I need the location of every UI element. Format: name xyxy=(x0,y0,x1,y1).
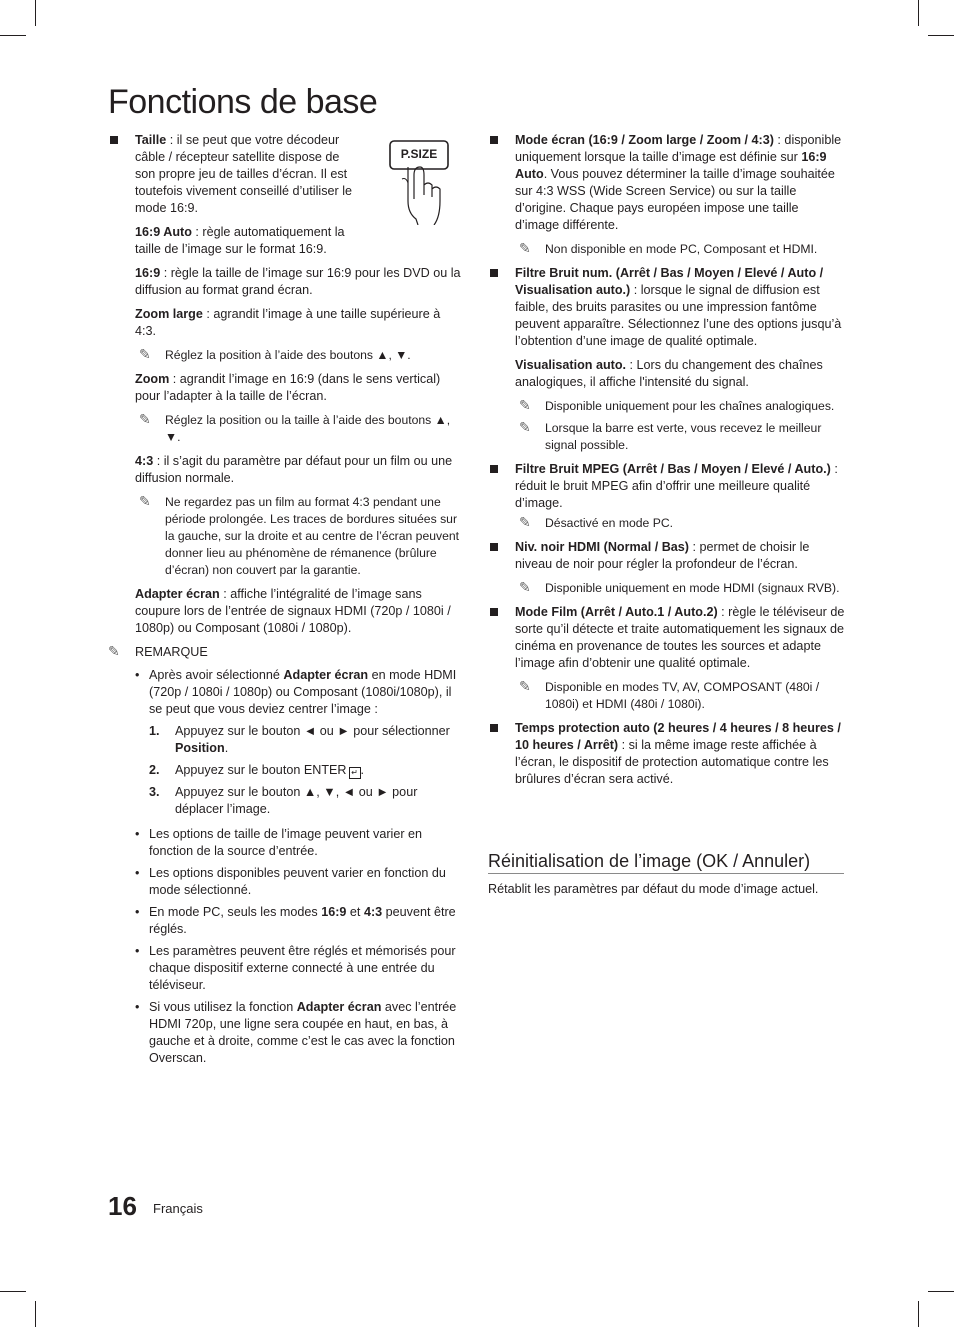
desc: : agrandit l’image en 16:9 (dans le sens vertical) pour l’adapter à la taille de l’écran. xyxy=(135,372,441,403)
page-title: Fonctions de base xyxy=(108,83,378,121)
bullet-square-icon xyxy=(490,269,498,277)
bullet-dot-icon: • xyxy=(135,827,140,841)
term: Temps protection auto (2 heures / 4 heures / 8 heures / 10 heures / Arrêt) xyxy=(515,721,841,752)
note-text: Réglez la position ou la taille à l’aide des boutons ▲, ▼. xyxy=(165,413,451,444)
term: Niv. noir HDMI (Normal / Bas) xyxy=(515,540,689,554)
note xyxy=(488,515,846,532)
desc: : permet de choisir le niveau de noir pour régler la profondeur de l’écran. xyxy=(515,540,810,571)
filtre-num-item xyxy=(488,265,846,350)
desc: : disponible uniquement lorsque la taille d’image est définie sur xyxy=(515,133,842,164)
term: 16:9 Auto xyxy=(135,225,192,239)
note-text: Disponible uniquement en mode HDMI (signaux RVB). xyxy=(545,581,840,595)
crop-mark xyxy=(35,1301,36,1327)
note xyxy=(488,398,846,415)
niv-noir-item xyxy=(488,539,846,573)
psize-label: P.SIZE xyxy=(400,147,438,161)
pencil-icon: ✎ xyxy=(519,678,531,694)
note-text: Ne regardez pas un film au format 4:3 pendant une période prolongée. Les traces de bordures situées sur la gauche, sur la droite et au centre de l’écran peuvent donner lieu au phénomène de rémanence (brûlure d’écran) non couvert par la garantie. xyxy=(165,495,460,577)
step-number: 2. xyxy=(149,763,160,777)
text: Les options de taille de l’image peuvent varier en fonction de la source d’entrée. xyxy=(149,827,423,858)
pencil-icon: ✎ xyxy=(139,346,151,362)
term: 4:3 xyxy=(135,454,154,468)
term: Adapter écran xyxy=(135,587,220,601)
desc: : affiche l’intégralité de l’image sans coupure lors de l’entrée de signaux HDMI (720p / 1080i / 1080p) ou Composant (1080i / 1080p). xyxy=(135,587,451,635)
pencil-icon: ✎ xyxy=(139,411,151,427)
desc: : si la même image reste affichée à l’écran, le dispositif de protection automatique contre les brûlures d’écran sera activé. xyxy=(515,738,829,786)
note xyxy=(488,241,846,258)
list-item xyxy=(108,667,464,718)
step-item xyxy=(108,784,464,818)
desc: : règle le téléviseur de sorte qu’il détecte et traite automatiquement les signaux de cinéma en provenance de toutes les sources et adapte l’image afin d’obtenir une qualité optimale. xyxy=(515,605,845,670)
term: Adapter écran xyxy=(296,1000,382,1014)
bullet-dot-icon: • xyxy=(135,944,140,958)
desc: : lorsque le signal de diffusion est faible, des bruits parasites ou une impression fantôme peuvent apparaître. Sélectionnez l’une des options jusqu’à l’obtention d’une image de qualité optimale. xyxy=(515,283,842,348)
bullet-square-icon xyxy=(490,465,498,473)
term: Filtre Bruit MPEG (Arrêt / Bas / Moyen / Elevé / Auto.) xyxy=(515,462,831,476)
term: Filtre Bruit num. (Arrêt / Bas / Moyen / Elevé / Auto / Visualisation auto.) xyxy=(515,266,824,297)
step-number: 1. xyxy=(149,724,160,738)
desc: : règle automatiquement la taille de l’image sur le format 16:9. xyxy=(135,225,345,256)
mode-film-item xyxy=(488,604,846,672)
pencil-icon: ✎ xyxy=(519,514,531,530)
section-heading: Réinitialisation de l’image (OK / Annuler) xyxy=(488,850,844,874)
text: en mode HDMI (720p / 1080i / 1080p) ou Composant (1080i/1080p), il se peut que vous deviez centrer l’image : xyxy=(149,668,457,716)
bullet-dot-icon: • xyxy=(135,866,140,880)
bullet-square-icon xyxy=(110,136,118,144)
note xyxy=(108,494,464,579)
filtre-mpeg-item xyxy=(488,461,846,512)
note xyxy=(108,412,464,446)
term: 16:9 Auto xyxy=(515,150,827,181)
desc: . Vous pouvez déterminer la taille d’image souhaitée sur 4:3 WSS (Wide Screen Service) ou sur la taille d’origine. Chaque pays européen impose une taille d’image différente. xyxy=(515,167,835,232)
text: Appuyez sur le bouton ◄ ou ► pour sélectionner xyxy=(175,724,450,738)
term: 16:9 xyxy=(321,905,347,919)
list-item xyxy=(108,943,464,994)
crop-mark xyxy=(918,1301,919,1327)
mode-ecran-item xyxy=(488,132,846,234)
page-language: Français xyxy=(153,1201,203,1216)
adapter-item xyxy=(108,586,464,637)
step-item xyxy=(108,762,464,779)
desc: : il s’agit du paramètre par défaut pour un film ou une diffusion normale. xyxy=(135,454,453,485)
enter-icon: ↵ xyxy=(349,767,361,779)
mode43-item xyxy=(108,453,464,487)
bullet-dot-icon: • xyxy=(135,1000,140,1014)
note-text: Réglez la position à l’aide des boutons ▲, ▼. xyxy=(165,348,411,362)
taille-item xyxy=(108,132,363,217)
text: Appuyez sur le bouton ▲, ▼, ◄ ou ► pour déplacer l’image. xyxy=(175,785,418,816)
term: 4:3 xyxy=(363,905,383,919)
text: Appuyez sur le bouton xyxy=(175,763,304,777)
term: Mode écran (16:9 / Zoom large / Zoom / 4:3) xyxy=(515,133,774,147)
right-column xyxy=(488,132,846,795)
desc: : réduit le bruit MPEG afin d’offrir une meilleure qualité d’image. xyxy=(515,462,838,510)
remarque-label: REMARQUE xyxy=(135,645,208,659)
text: peuvent être réglés. xyxy=(149,905,456,936)
list-item xyxy=(108,826,464,860)
zoomlarge-item xyxy=(108,306,464,340)
note xyxy=(488,679,846,713)
note-text: Lorsque la barre est verte, vous recevez le meilleur signal possible. xyxy=(545,421,822,452)
pencil-icon: ✎ xyxy=(519,397,531,413)
crop-mark xyxy=(0,35,26,36)
pencil-icon: ✎ xyxy=(139,493,151,509)
term: Adapter écran xyxy=(283,668,369,682)
visu-auto-item xyxy=(488,357,846,391)
zoom-item xyxy=(108,371,464,405)
auto169-item xyxy=(108,224,363,258)
term: Taille xyxy=(135,133,167,147)
bullet-dot-icon: • xyxy=(135,668,140,682)
section-text: Rétablit les paramètres par défaut du mode d’image actuel. xyxy=(488,882,819,896)
crop-mark xyxy=(928,1291,954,1292)
bullet-dot-icon: • xyxy=(135,905,140,919)
term: Position xyxy=(175,741,225,755)
desc: : agrandit l’image à une taille supérieure à 4:3. xyxy=(135,307,441,338)
desc: : règle la taille de l’image sur 16:9 pour les DVD ou la diffusion au format grand écran. xyxy=(135,266,461,297)
list-item xyxy=(108,999,464,1067)
page-number: 16 xyxy=(108,1191,137,1221)
text: Les options disponibles peuvent varier en fonction du mode sélectionné. xyxy=(149,866,446,897)
note xyxy=(488,420,846,454)
list-item xyxy=(108,904,464,938)
note xyxy=(488,580,846,597)
term: Visualisation auto. xyxy=(515,358,627,372)
bullet-square-icon xyxy=(490,608,498,616)
text: Si vous utilisez la fonction xyxy=(149,1000,297,1014)
pencil-icon: ✎ xyxy=(519,240,531,256)
term: Mode Film (Arrêt / Auto.1 / Auto.2) xyxy=(515,605,718,619)
bullet-square-icon xyxy=(490,543,498,551)
bullet-square-icon xyxy=(490,724,498,732)
text: . xyxy=(224,741,229,755)
mode169-item xyxy=(108,265,464,299)
text: Les paramètres peuvent être réglés et mémorisés pour chaque dispositif externe connecté à une entrée du téléviseur. xyxy=(149,944,456,992)
text: . xyxy=(360,763,365,777)
crop-mark xyxy=(0,1291,26,1292)
term: Zoom large xyxy=(135,307,203,321)
note-text: Non disponible en mode PC, Composant et HDMI. xyxy=(545,242,818,256)
pencil-icon: ✎ xyxy=(519,419,531,435)
temps-protection-item xyxy=(488,720,846,788)
desc: : il se peut que votre décodeur câble / récepteur satellite dispose de son propre jeu de tailles d’écran. Il est toutefois vivement conseillé d’utiliser le mode 16:9. xyxy=(135,133,352,215)
crop-mark xyxy=(35,0,36,26)
left-column xyxy=(108,132,464,1072)
pencil-icon: ✎ xyxy=(519,579,531,595)
text: avec l’entrée HDMI 720p, une ligne sera coupée en haut, en bas, à gauche et à droite, comme c’est le cas avec la fonction Overscan. xyxy=(149,1000,457,1065)
desc: : Lors du changement des chaînes analogiques, il affiche l'intensité du signal. xyxy=(515,358,823,389)
crop-mark xyxy=(928,35,954,36)
step-item xyxy=(108,723,464,757)
text: Après avoir sélectionné xyxy=(149,668,284,682)
enter-key: ENTER xyxy=(303,763,347,777)
note-text: Désactivé en mode PC. xyxy=(545,516,674,530)
note xyxy=(108,347,464,364)
note-text: Disponible uniquement pour les chaînes analogiques. xyxy=(545,399,835,413)
pencil-icon: ✎ xyxy=(108,643,120,659)
term: Zoom xyxy=(135,372,170,386)
list-item xyxy=(108,865,464,899)
note-text: Disponible en modes TV, AV, COMPOSANT (480i / 1080i) et HDMI (480i / 1080i). xyxy=(545,680,820,711)
step-number: 3. xyxy=(149,785,160,799)
text: En mode PC, seuls les modes xyxy=(149,905,322,919)
text: et xyxy=(346,905,364,919)
remarque-heading xyxy=(108,644,464,661)
bullet-square-icon xyxy=(490,136,498,144)
crop-mark xyxy=(918,0,919,26)
term: 16:9 xyxy=(135,266,161,280)
